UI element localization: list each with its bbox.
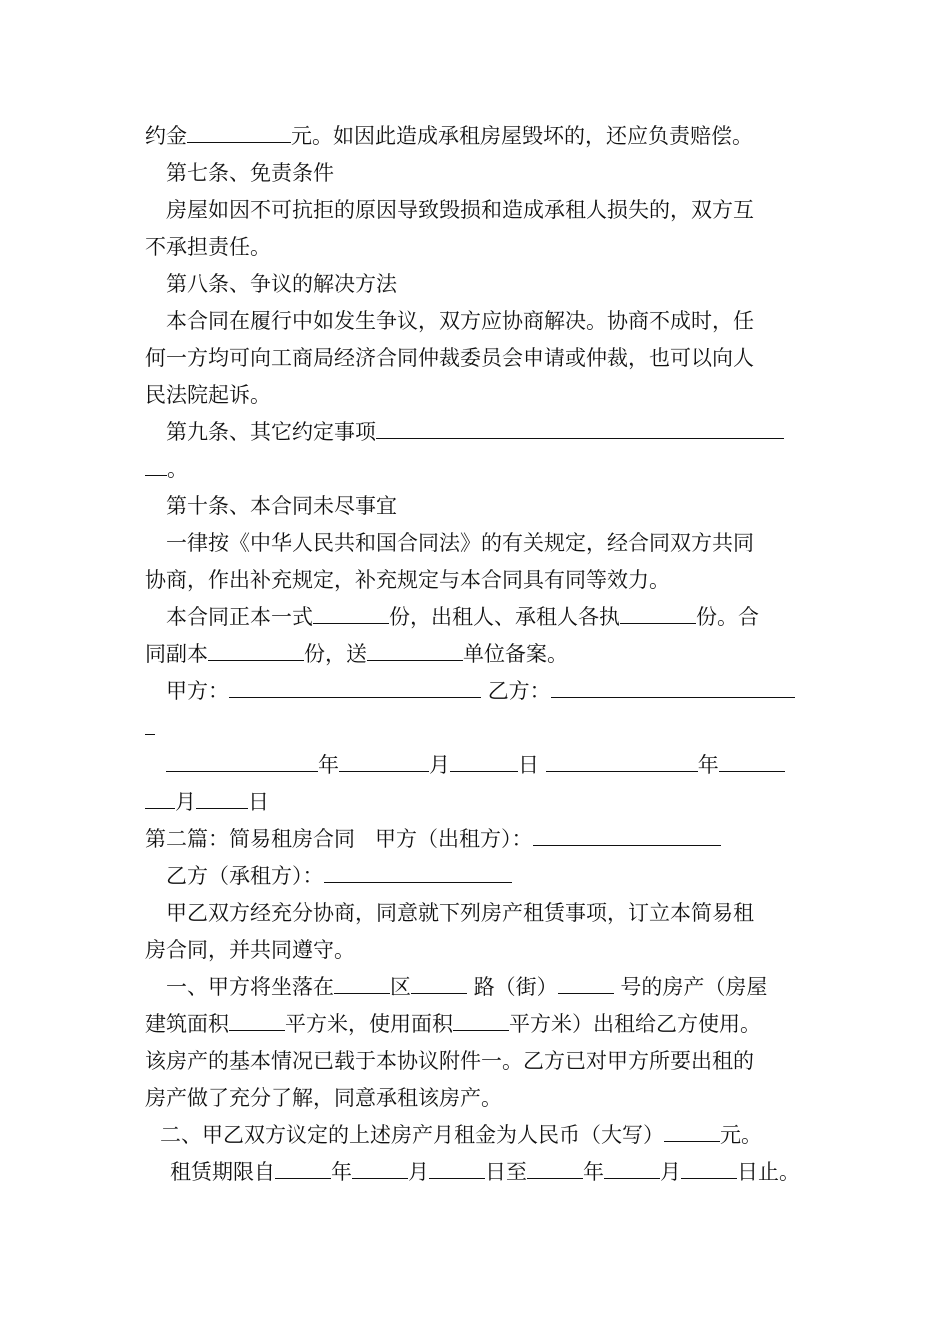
text-line	[160, 1117, 762, 1154]
text-line: 不承担责任。	[145, 235, 271, 259]
date-line	[166, 747, 785, 784]
text-fragment: 年	[697, 753, 719, 777]
blank-line	[558, 971, 614, 994]
text-line	[170, 1154, 800, 1191]
blank-line	[334, 971, 390, 994]
text-fragment: 同副本	[145, 642, 208, 666]
blank-line	[275, 1156, 331, 1179]
blank-line	[376, 416, 784, 439]
text-fragment: 年	[331, 1160, 352, 1184]
section-heading: 第十条、本合同未尽事宜	[166, 494, 397, 518]
text-fragment: 单位备案。	[463, 642, 568, 666]
blank-line	[145, 453, 167, 476]
text-fragment: 元。如因此造成承租房屋毁坏的，还应负责赔偿。	[291, 124, 753, 148]
text-fragment: 份，送	[304, 642, 367, 666]
blank-line	[229, 675, 481, 698]
text-fragment: 平方米）出租给乙方使用。	[509, 1012, 761, 1036]
text-fragment: 二、甲乙双方议定的上述房产月租金为人民币（大写）	[160, 1123, 664, 1147]
signature-line	[166, 673, 795, 710]
blank-line	[681, 1156, 737, 1179]
text-line: 房合同，并共同遵守。	[145, 938, 355, 962]
blank-line	[604, 1156, 660, 1179]
text-fragment: 第二篇：简易租房合同	[145, 827, 355, 851]
text-fragment: 建筑面积	[145, 1012, 229, 1036]
blank-line	[208, 638, 304, 661]
text-line: 民法院起诉。	[145, 383, 271, 407]
blank-line	[324, 860, 512, 883]
text-fragment: 租赁期限自	[170, 1160, 275, 1184]
blank-line	[411, 971, 467, 994]
text-fragment: 日	[518, 753, 539, 777]
date-line	[145, 784, 269, 821]
text-line: 一律按《中华人民共和国合同法》的有关规定，经合同双方共同	[166, 531, 754, 555]
text-fragment: 月	[429, 753, 450, 777]
blank-line	[145, 786, 175, 809]
text-line	[166, 969, 767, 1006]
blank-line	[450, 749, 518, 772]
blank-line	[551, 675, 795, 698]
blank-line	[429, 1156, 485, 1179]
text-line	[166, 599, 759, 636]
text-fragment: 份。合	[696, 605, 759, 629]
text-fragment: 月	[660, 1160, 681, 1184]
text-fragment: 约金	[145, 124, 187, 148]
blank-line	[196, 786, 248, 809]
text-fragment: 份，出租人、承租人各执	[389, 605, 620, 629]
section-heading: 第七条、免责条件	[166, 161, 334, 185]
text-fragment: 本合同正本一式	[166, 605, 313, 629]
blank-line	[620, 601, 696, 624]
blank-line	[664, 1119, 720, 1142]
text-fragment: 月	[408, 1160, 429, 1184]
text-fragment: 年	[583, 1160, 604, 1184]
party-a-label: 甲方：	[166, 679, 229, 703]
text-fragment: 第九条、其它约定事项	[166, 420, 376, 444]
text-fragment: 日止。	[737, 1160, 800, 1184]
blank-line	[313, 601, 389, 624]
text-fragment: 元。	[720, 1123, 762, 1147]
blank-line	[229, 1008, 285, 1031]
text-fragment: 区	[390, 975, 411, 999]
party-b-label: 乙方：	[487, 679, 551, 703]
text-fragment: 乙方（承租方）：	[166, 864, 324, 888]
blank-line	[533, 823, 721, 846]
text-fragment: 。	[167, 457, 188, 481]
blank-line	[166, 749, 318, 772]
blank-line	[367, 638, 463, 661]
text-line	[145, 451, 188, 488]
text-line	[145, 118, 753, 155]
blank-line	[546, 749, 698, 772]
blank-line	[339, 749, 429, 772]
section-heading	[166, 414, 784, 451]
text-line: 甲乙双方经充分协商，同意就下列房产租赁事项，订立本简易租	[166, 901, 754, 925]
text-fragment: 路（街）	[473, 975, 558, 999]
text-fragment: 一、甲方将坐落在	[166, 975, 334, 999]
blank-line	[527, 1156, 583, 1179]
text-line: 协商，作出补充规定，补充规定与本合同具有同等效力。	[145, 568, 670, 592]
blank-line	[187, 120, 291, 143]
text-line: 房屋如因不可抗拒的原因导致毁损和造成承租人损失的，双方互	[166, 198, 754, 222]
text-line	[145, 1006, 761, 1043]
text-fragment: 日至	[485, 1160, 527, 1184]
text-line: 本合同在履行中如发生争议，双方应协商解决。协商不成时，任	[166, 309, 754, 333]
text-fragment: 平方米，使用面积	[285, 1012, 453, 1036]
text-line	[166, 858, 512, 895]
blank-line	[453, 1008, 509, 1031]
text-fragment: 日	[248, 790, 269, 814]
blank-line	[719, 749, 785, 772]
text-fragment: 月	[175, 790, 196, 814]
text-line	[145, 636, 568, 673]
text-line	[145, 710, 155, 747]
section-heading: 第八条、争议的解决方法	[166, 272, 397, 296]
blank-line	[145, 712, 155, 735]
blank-line	[352, 1156, 408, 1179]
text-line: 该房产的基本情况已载于本协议附件一。乙方已对甲方所要出租的	[145, 1049, 754, 1073]
chapter-heading	[145, 821, 721, 858]
text-fragment: 号的房产（房屋	[620, 975, 768, 999]
text-line: 何一方均可向工商局经济合同仲裁委员会申请或仲裁，也可以向人	[145, 346, 754, 370]
text-fragment: 年	[318, 753, 339, 777]
text-fragment: 甲方（出租方）：	[375, 827, 533, 851]
text-line: 房产做了充分了解，同意承租该房产。	[145, 1086, 502, 1110]
